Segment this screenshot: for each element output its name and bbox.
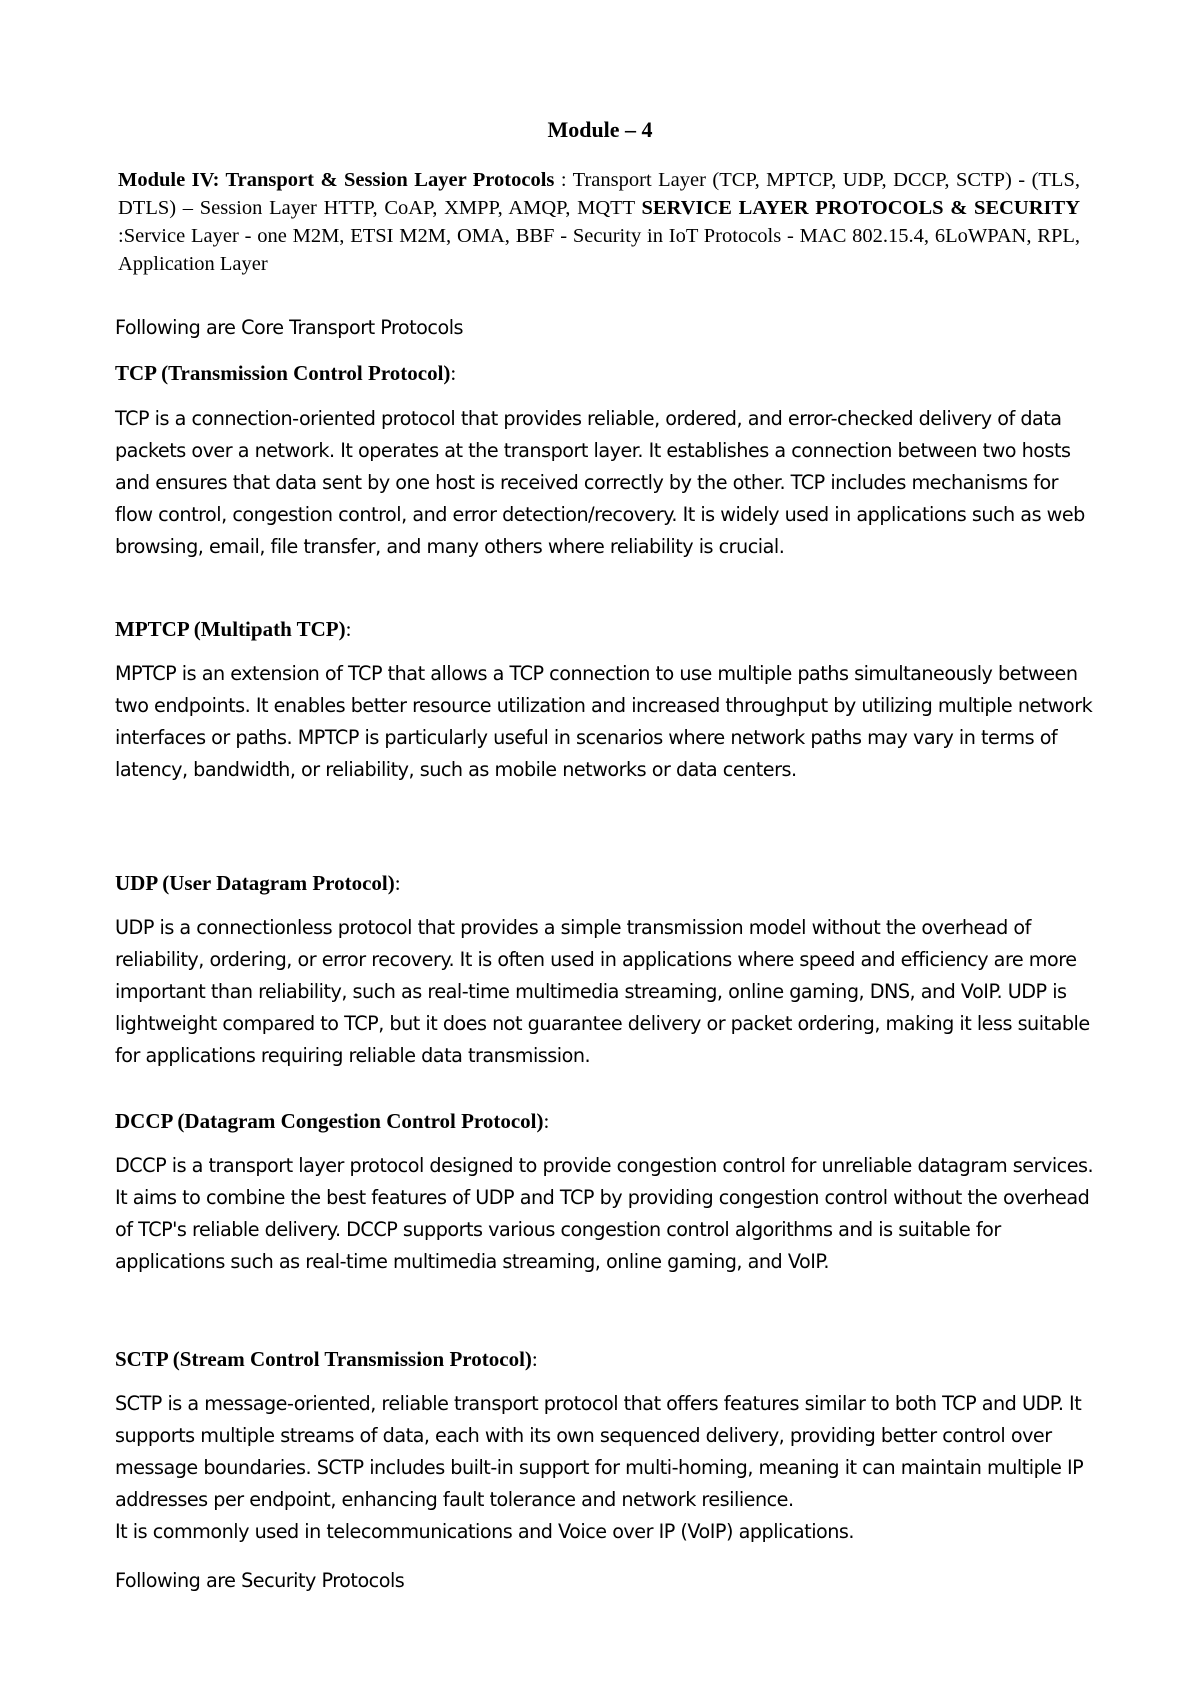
section-heading-tcp: TCP (Transmission Control Protocol): bbox=[115, 361, 457, 385]
section-body-sctp: SCTP is a message-oriented, reliable transport protocol that offers features similar to both TCP and UDP. It supports multiple streams of data, each with its own sequenced delivery, providing better control over message boundaries. SCTP includes built-in support for multi-homing, meaning it can maintain multiple IP addresses per endpoint, enhancing fault tolerance and network resilience. bbox=[115, 1392, 1084, 1511]
section-heading-label: DCCP (Datagram Congestion Control Protocol) bbox=[115, 1109, 544, 1133]
section-heading-label: SCTP (Stream Control Transmission Protocol) bbox=[115, 1347, 532, 1371]
section-heading-mptcp: MPTCP (Multipath TCP): bbox=[115, 617, 352, 641]
page-title: Module – 4 bbox=[547, 117, 653, 142]
syllabus-bold-2: SERVICE LAYER PROTOCOLS & SECURITY bbox=[641, 197, 1080, 219]
section-heading-label: TCP (Transmission Control Protocol) bbox=[115, 361, 451, 385]
section-heading-label: UDP (User Datagram Protocol) bbox=[115, 871, 395, 895]
section-body-udp: UDP is a connectionless protocol that provides a simple transmission model without the overhead of reliability, ordering, or error recovery. It is often used in applications where speed and efficiency are more important than reliability, such as real-time multimedia streaming, online gaming, DNS, and VoIP. UDP is lightweight compared to TCP, but it does not guarantee delivery or packet ordering, making it less suitable for applications requiring reliable data transmission. bbox=[115, 916, 1090, 1067]
section-body-mptcp: MPTCP is an extension of TCP that allows a TCP connection to use multiple paths simultaneously between two endpoints. It enables better resource utilization and increased throughput by utilizing multiple network interfaces or paths. MPTCP is particularly useful in scenarios where network paths may vary in terms of latency, bandwidth, or reliability, such as mobile networks or data centers. bbox=[115, 662, 1093, 781]
syllabus-bold-1: Module IV: Transport & Session Layer Protocols bbox=[118, 169, 555, 191]
section-heading-sctp: SCTP (Stream Control Transmission Protocol): bbox=[115, 1347, 538, 1371]
section-body-sctp-extra: It is commonly used in telecommunications and Voice over IP (VoIP) applications. bbox=[115, 1520, 855, 1543]
intro-text: Following are Core Transport Protocols bbox=[115, 316, 464, 339]
syllabus-text-1: : Transport Layer (TCP, MPTCP, UDP, DCCP, SCTP) - (TLS, DTLS) – Session Layer HTTP, CoAP, XMPP, AMQP, MQTT bbox=[118, 169, 1080, 219]
section-heading-label: MPTCP (Multipath TCP) bbox=[115, 617, 346, 641]
section-heading-udp: UDP (User Datagram Protocol): bbox=[115, 871, 401, 895]
syllabus-paragraph bbox=[118, 166, 1080, 278]
outro-text: Following are Security Protocols bbox=[115, 1569, 405, 1592]
section-body-dccp: DCCP is a transport layer protocol designed to provide congestion control for unreliable datagram services. It aims to combine the best features of UDP and TCP by providing congestion control without the overhead of TCP's reliable delivery. DCCP supports various congestion control algorithms and is suitable for applications such as real-time multimedia streaming, online gaming, and VoIP. bbox=[115, 1154, 1094, 1273]
section-body-tcp: TCP is a connection-oriented protocol that provides reliable, ordered, and error-checked delivery of data packets over a network. It operates at the transport layer. It establishes a connection between two hosts and ensures that data sent by one host is received correctly by the other. TCP includes mechanisms for flow control, congestion control, and error detection/recovery. It is widely used in applications such as web browsing, email, file transfer, and many others where reliability is crucial. bbox=[115, 407, 1085, 558]
section-heading-dccp: DCCP (Datagram Congestion Control Protocol): bbox=[115, 1109, 550, 1133]
syllabus-text-2: :Service Layer - one M2M, ETSI M2M, OMA, BBF - Security in IoT Protocols - MAC 802.15.4, 6LoWPAN, RPL, Application Layer bbox=[118, 225, 1080, 275]
